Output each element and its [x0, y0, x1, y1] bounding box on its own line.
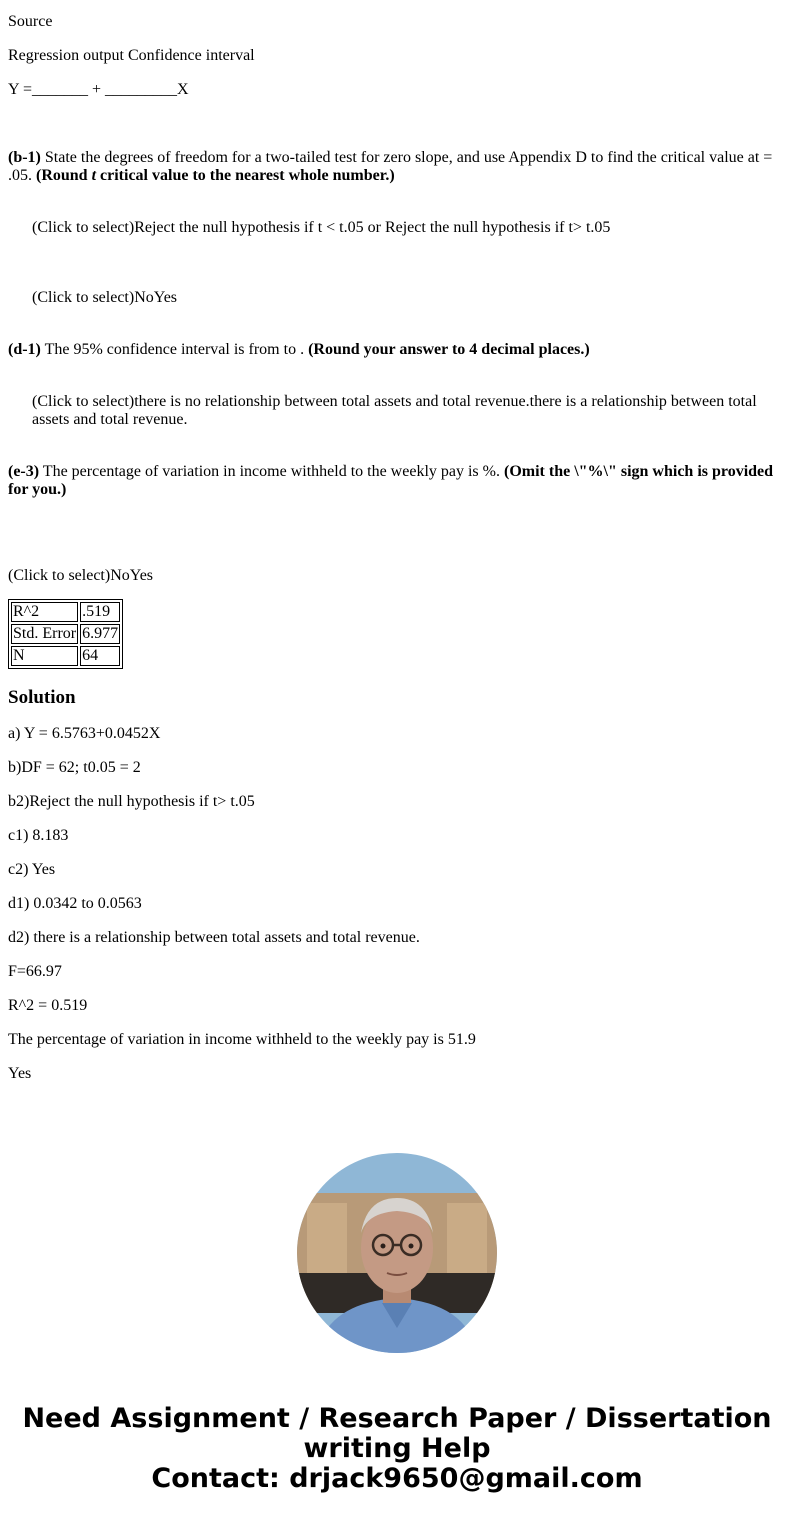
- solution-line: d1) 0.0342 to 0.0563: [8, 895, 142, 912]
- table-cell-value: 64: [80, 646, 120, 666]
- select-c2-yes-no[interactable]: (Click to select)NoYes: [32, 289, 178, 306]
- table-cell-value: 6.977: [82, 625, 119, 642]
- regression-heading: Regression output Confidence interval: [8, 47, 255, 64]
- table-row: [11, 624, 120, 644]
- avatar-portrait-icon: [297, 1153, 497, 1353]
- table-cell-label: N: [11, 646, 78, 666]
- d1-label: (d-1): [8, 341, 41, 358]
- table-row: [11, 602, 120, 622]
- b1-instruction: (Round t critical value to the nearest whole number.): [36, 167, 395, 184]
- table-cell-label: R^2: [11, 602, 78, 622]
- regression-stats-table: [8, 599, 123, 669]
- select-e4-yes-no[interactable]: (Click to select)NoYes: [8, 567, 154, 584]
- b1-text: State the degrees of freedom for a two-tailed test for zero slope, and use Appendix D to find the critical value at = .05.: [8, 149, 773, 184]
- cta-line-2: writing Help: [303, 1433, 491, 1464]
- contact-banner: [0, 1404, 794, 1494]
- d1-text: The 95% confidence interval is from to .: [40, 341, 309, 358]
- solution-line: R^2 = 0.519: [8, 997, 88, 1014]
- b1-label: (b-1): [8, 149, 41, 166]
- source-label: Source: [8, 13, 53, 30]
- solution-line: a) Y = 6.5763+0.0452X: [8, 725, 161, 742]
- cta-contact-email[interactable]: Contact: drjack9650@gmail.com: [151, 1463, 643, 1494]
- e3-label: (e-3): [8, 463, 40, 480]
- table-row: [11, 646, 120, 666]
- solution-line: Yes: [8, 1065, 32, 1082]
- table-cell-label: Std. Error: [13, 625, 77, 642]
- select-b2-hypothesis[interactable]: (Click to select)Reject the null hypothesis if t < t.05 or Reject the null hypothesis if t> t.05: [32, 219, 611, 236]
- solution-line: The percentage of variation in income withheld to the weekly pay is 51.9: [8, 1031, 476, 1048]
- solution-line: b2)Reject the null hypothesis if t> t.05: [8, 793, 255, 810]
- solution-line: F=66.97: [8, 963, 62, 980]
- question-e3: [8, 463, 786, 499]
- solution-line: c2) Yes: [8, 861, 56, 878]
- solution-line: c1) 8.183: [8, 827, 69, 844]
- solution-section: [8, 687, 786, 1083]
- cta-line-1: Need Assignment / Research Paper / Dissertation: [22, 1403, 772, 1434]
- select-d2-relationship[interactable]: (Click to select)there is no relationship between total assets and total revenue.there is a relationship between total assets and total revenue.: [32, 393, 757, 428]
- question-d1: [8, 341, 786, 359]
- solution-line: d2) there is a relationship between total assets and total revenue.: [8, 929, 420, 946]
- question-b1: [8, 149, 786, 185]
- e3-text: The percentage of variation in income withheld to the weekly pay is %.: [39, 463, 504, 480]
- author-avatar: [297, 1153, 497, 1353]
- solution-line: b)DF = 62; t0.05 = 2: [8, 759, 141, 776]
- solution-heading: Solution: [8, 687, 76, 708]
- d1-instruction: (Round your answer to 4 decimal places.): [308, 341, 590, 358]
- regression-equation: Y =_______ + _________X: [8, 81, 189, 98]
- e3-instruction: (Omit the \"%\" sign which is provided for you.): [8, 463, 774, 498]
- table-cell-value: .519: [80, 602, 120, 622]
